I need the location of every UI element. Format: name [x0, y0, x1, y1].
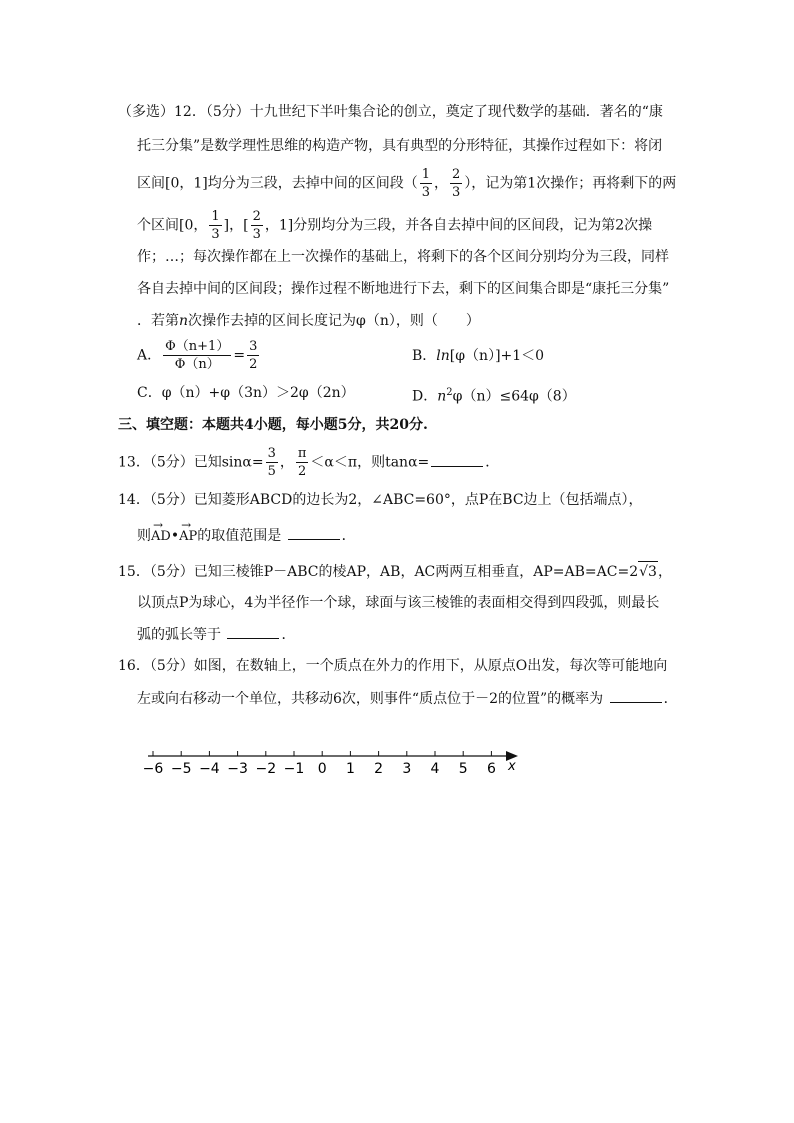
q13: 13．（5分）已知sinα= $\frac{3}{5}$ ， $\frac{\pi}{2}$ ＜α＜π，则tanα= ．	[118, 446, 500, 479]
tick-label: 2	[374, 761, 384, 777]
tick-label: −3	[227, 761, 248, 777]
option-d: D．$n^2\varphi(n)\le 64\varphi(8)$	[412, 387, 576, 405]
tick-label: −1	[283, 761, 305, 777]
tick-label: −4	[199, 761, 220, 777]
q16-line-2: 左或向右移动一个单位，共移动6次，则事件“质点位于－2的位置”的概率为 ．	[137, 688, 678, 709]
tick-label: −2	[255, 761, 277, 777]
q12-line-3: 区间[0，1]均分为三段，去掉中间的区间段（ $\frac{1}{3}$ ， $\frac{2}{3}$ ），记为第1次操作；再将剩下的两	[137, 167, 677, 200]
answer-blank[interactable]	[610, 688, 662, 703]
q15-line-3: 弧的弧长等于 ．	[137, 624, 295, 645]
tick-label: −5	[170, 761, 192, 777]
sqrt: √3	[638, 561, 658, 582]
fraction: $\frac{3}{2}$	[249, 339, 258, 372]
fraction: $\frac{1}{3}$	[421, 167, 431, 200]
tick-label: 5	[458, 761, 468, 777]
tick-label: 0	[317, 761, 327, 777]
option-c: C．φ（n）+φ（3n）＞2φ（2n）	[137, 385, 355, 401]
tick-label: −6	[142, 761, 164, 777]
fraction: $\frac{\pi}{2}$	[297, 446, 307, 479]
q15-line-2: 以顶点P为球心，4为半径作一个球，球面与该三棱锥的表面相交得到四段弧，则最长	[137, 595, 660, 611]
q15-line-1: 15．（5分）已知三棱锥P－ABC的棱AP，AB，AC两两互相垂直，AP=AB=AC=2√3，	[118, 561, 672, 582]
tick-label: 1	[345, 761, 355, 777]
fraction: $\frac{2}{3}$	[452, 167, 461, 200]
answer-blank[interactable]	[288, 525, 340, 540]
number-line-figure	[140, 745, 540, 785]
option-b: B．ln[φ（n）]+1＜0	[412, 348, 545, 364]
vector-ap: → AP	[179, 527, 197, 547]
axis-label-x: x	[508, 759, 516, 774]
tick-label: 3	[402, 761, 412, 777]
fraction: $\frac{3}{5}$	[267, 446, 276, 479]
q12-line-1: （多选）12．（5分）十九世纪下半叶集合论的创立，奠定了现代数学的基础．著名的“康	[118, 104, 663, 120]
section-heading: 三、填空题：本题共4小题，每小题5分，共20分.	[118, 417, 428, 433]
answer-blank[interactable]	[431, 452, 483, 467]
fraction: $\frac{\Phi(n+1)}{\Phi(n)}$	[165, 339, 230, 372]
q12-line-4: 个区间[0， $\frac{1}{3}$ ]，[ $\frac{2}{3}$ ，1]分别均分为三段，并各自去掉中间的区间段，记为第2次操	[137, 209, 653, 242]
q16-line-1: 16．（5分）如图，在数轴上，一个质点在外力的作用下，从原点O出发，每次等可能地向	[118, 658, 668, 674]
q12-line-5: 作；…；每次操作都在上一次操作的基础上，将剩下的各个区间分别均分为三段，同样	[137, 249, 669, 265]
fraction: $\frac{1}{3}$	[211, 209, 220, 242]
option-a: A． $\frac{\Phi(n+1)}{\Phi(n)}$ = $\frac{3}{2}$	[137, 339, 258, 372]
q12-line-7: ．若第n次操作去掉的区间长度记为φ（n），则（ ）	[137, 313, 480, 329]
tick-label: 6	[486, 761, 496, 777]
vector-ad: → AD	[151, 527, 171, 547]
q14-line-1: 14．（5分）已知菱形ABCD的边长为2，∠ABC=60°，点P在BC边上（包括端点），	[118, 492, 643, 508]
tick-label: 4	[430, 761, 440, 777]
q14-line-2: 则→ AD•→ AP的取值范围是 ．	[137, 525, 356, 547]
q12-line-2: 托三分集”是数学理性思维的构造产物，具有典型的分形特征，其操作过程如下：将闭	[137, 138, 663, 154]
fraction: $\frac{2}{3}$	[252, 209, 261, 242]
answer-blank[interactable]	[227, 624, 279, 639]
q12-line-6: 各自去掉中间的区间段；操作过程不断地进行下去，剩下的区间集合即是“康托三分集”	[137, 281, 670, 297]
